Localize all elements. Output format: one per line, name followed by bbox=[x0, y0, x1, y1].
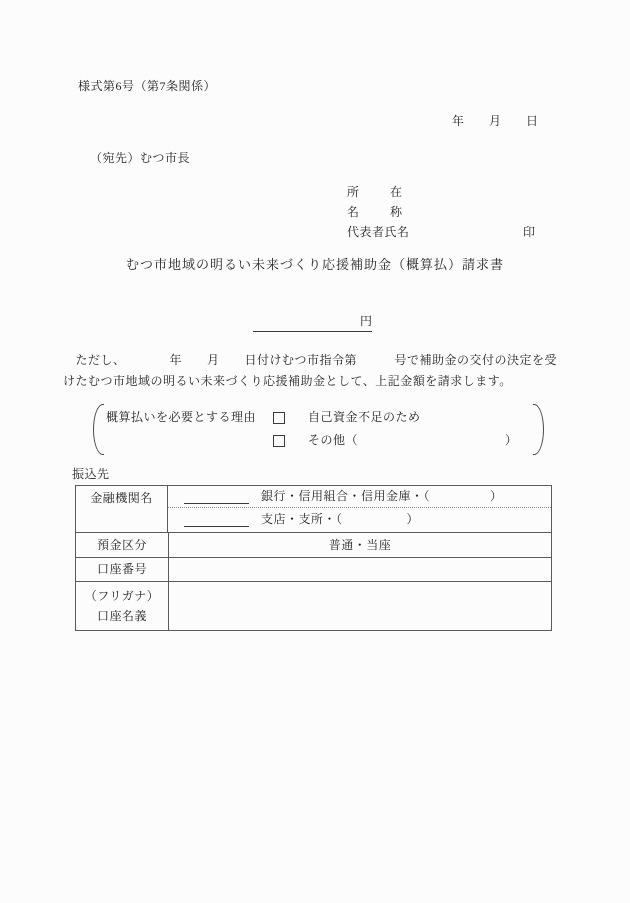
branch-name-blank-field[interactable] bbox=[184, 513, 249, 527]
applicant-name-label bbox=[347, 205, 402, 220]
account-number-field[interactable] bbox=[169, 558, 551, 581]
table-row-bank bbox=[76, 486, 551, 532]
reason-option2-close-paren: ） bbox=[505, 433, 518, 447]
reason-option2-label: その他（ bbox=[308, 433, 359, 447]
account-holder-label bbox=[76, 582, 169, 630]
account-number-label: 口座番号 bbox=[76, 558, 169, 581]
addressee: （宛先）むつ市長 bbox=[90, 151, 191, 165]
checkbox-self-funds[interactable] bbox=[273, 412, 285, 424]
seal-mark: 印 bbox=[523, 225, 536, 239]
bank-type-close-paren: ） bbox=[490, 489, 503, 503]
bank-name-line bbox=[168, 486, 551, 508]
account-holder-field[interactable] bbox=[169, 582, 551, 630]
body-text-line1: ただし、 年 月 日付けむつ市指令第 号で補助金の交付の決定を受 bbox=[63, 353, 558, 367]
transfer-table bbox=[75, 485, 552, 631]
reason-label: 概算払いを必要とする理由 bbox=[106, 410, 257, 424]
reason-option1-label: 自己資金不足のため bbox=[308, 410, 421, 424]
form-number: 様式第6号（第7条関係） bbox=[78, 79, 217, 93]
representative-label: 代表者氏名 bbox=[347, 225, 410, 239]
date-year-label: 年 bbox=[452, 114, 465, 128]
name-char1: 名 bbox=[347, 205, 360, 219]
table-row-account-holder bbox=[76, 581, 551, 630]
deposit-type-value[interactable]: 普通・当座 bbox=[328, 537, 392, 552]
bank-name-blank-field[interactable] bbox=[184, 490, 249, 504]
advance-payment-reason-box bbox=[93, 404, 544, 455]
account-holder-furigana-label: （フリガナ） bbox=[84, 589, 160, 603]
bank-row-content bbox=[168, 486, 551, 532]
document-title: むつ市地域の明るい未来づくり応援補助金（概算払）請求書 bbox=[125, 257, 504, 272]
body-text-line2: けたむつ市地域の明るい未来づくり応援補助金として、上記金額を請求します。 bbox=[63, 374, 512, 388]
date-month-label: 月 bbox=[489, 114, 502, 128]
branch-type-options: 支店・支所・（ bbox=[261, 512, 343, 526]
location-char2: 在 bbox=[389, 185, 402, 199]
date-day-label: 日 bbox=[526, 114, 539, 128]
table-row-account-number bbox=[76, 557, 551, 581]
bank-row-label: 金融機関名 bbox=[76, 486, 168, 532]
deposit-type-label: 預金区分 bbox=[76, 533, 169, 557]
amount-unit-label: 円 bbox=[359, 314, 372, 328]
branch-type-close-paren: ） bbox=[406, 512, 419, 526]
branch-name-line bbox=[168, 508, 551, 530]
table-row-deposit-type bbox=[76, 532, 551, 557]
amount-field[interactable] bbox=[253, 314, 372, 332]
location-char1: 所 bbox=[347, 185, 360, 199]
checkbox-other[interactable] bbox=[273, 435, 285, 447]
bank-type-options: 銀行・信用組合・信用金庫・（ bbox=[261, 489, 431, 503]
account-holder-name-label: 口座名義 bbox=[96, 609, 147, 623]
name-char2: 称 bbox=[389, 205, 402, 219]
right-bracket bbox=[533, 404, 544, 455]
applicant-location-label bbox=[347, 185, 402, 200]
transfer-caption: 振込先 bbox=[72, 467, 110, 481]
left-bracket bbox=[93, 404, 104, 455]
